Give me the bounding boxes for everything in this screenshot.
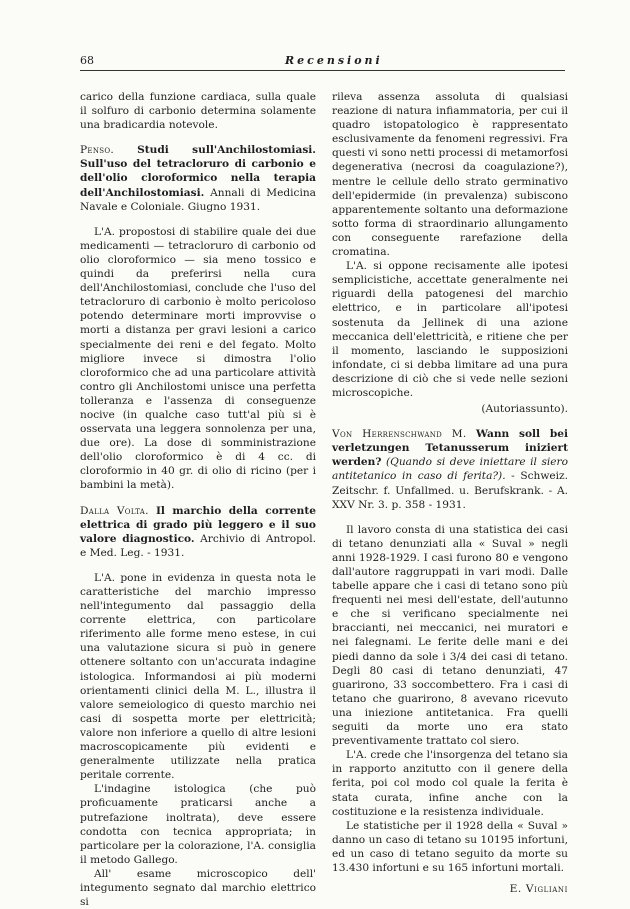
- continuation-text: rileva assenza assoluta di qualsiasi reazione di natura infiammatoria, per cui il quadro istopatologico è rappresentato esclusivamente da fenomeni regressivi. Fra questi vi sono netti processi di metamorfosi degenerativa (necrosi da coagulazione?), mentre le cellule dello strato germinativo dell'epidermide (in prevalenza) subiscono apparentemente soltanto una deformazione sotto forma di straordinario allungamento con conseguente rarefazione della cromatina.: [332, 91, 568, 259]
- review-title: Wann soll bei verletzungen Tetanusserum iniziert werden?: [332, 428, 568, 469]
- review-body-paragraph: All' esame microscopico dell' integumento segnato dal marchio elettrico si: [80, 867, 316, 909]
- autoriassunto-note: (Autoriassunto).: [481, 403, 568, 416]
- review-entry-penso: [80, 143, 316, 213]
- review-citation: - Schweiz. Zeitschr. f. Unfallmed. u. Berufskrank. - A. XXV Nr. 3. p. 358 - 1931.: [332, 470, 569, 511]
- review-body: L'A. propostosi di stabilire quale dei due medicamenti — tetracloruro di carbonio od olio cloroformico — sia meno tossico e quindi da preferirsi nella cura dell'Anchilostomiasi, conclude che l'uso del tetracloruro di carbonio è molto pericoloso potendo determinare morti improvvise o morti a distanza per gravi lesioni a carico specialmente dei reni e del fegato. Molto migliore invece si dimostra l'olio cloroformico che ad una particolare attività contro gli Anchilostomi unisce una perfetta tolleranza e l'assenza di conseguenze nocive (in qualche caso tutt'al più si è osservata una leggera sonnolenza per una, due ore). La dose di somministrazione dell'olio cloroformico è di 4 cc. di cloroformio in 40 gr. di olio di ricino (per i bambini la metà).: [80, 225, 316, 492]
- review-entry-dalla-volta: [80, 504, 316, 560]
- review-body-paragraph: L'A. si oppone recisamente alle ipotesi semplicistiche, accettate generalmente nei riguardi della patogenesi del marchio elettrico, e in particolare all'ipotesi sostenuta da Jellinek di una azione meccanica dell'elettricità, e ritiene che per il momento, lasciando le supposizioni infondate, ci si debba limitare ad una pura descrizione di ciò che si vede nelle sezioni microscopiche.: [332, 260, 568, 399]
- section-title: Recensioni: [285, 54, 383, 67]
- review-body-paragraph: L'indagine istologica (che può proficuamente praticarsi anche a putrefazione inoltrata), deve essere condotta con tecnica appropriata; in particolare per la colorazione, l'A. consiglia il metodo Gallego.: [80, 783, 316, 866]
- left-column: [80, 90, 316, 909]
- review-title: Studi sull'Anchilostomiasi. Sull'uso del tetracloruro di carbonio e dell'olio cloroformico nella terapia dell'Anchilostomiasi.: [80, 144, 317, 199]
- page-number: 68: [80, 54, 94, 67]
- review-author: Dalla Volta.: [80, 504, 149, 517]
- review-title: Il marchio della corrente elettrica di grado più leggero e il suo valore diagnostico.: [80, 504, 316, 545]
- journal-page: [80, 54, 569, 909]
- review-body-paragraph: L'A. crede che l'insorgenza del tetano sia in rapporto anzitutto con il genere della ferita, poi col modo col quale la ferita è stata curata, infine anche con la costituzione e la resistenza individuale.: [332, 749, 568, 818]
- reviewer-signature: E. Vigliani: [509, 883, 568, 896]
- review-body-paragraph: Il lavoro consta di una statistica dei casi di tetano denunziati alla « Suval » negli anni 1928-1929. I casi furono 80 e vengono dall'autore raggruppati in vari modi. Dalle tabelle appare che i casi di tetano sono più frequenti nei mesi dell'estate, dell'autunno e che si verificano specialmente nei braccianti, nei meccanici, nei muratori e nei falegnami. Le ferite delle mani e dei piedi danno da sole i 3/4 dei casi di tetano. Degli 80 casi di tetano denunziati, 47 guarirono, 33 soccombettero. Fra i casi di tetano che guarirono, 8 avevano ricevuto una iniezione antitetanica. Fra quelli seguiti da morte uno era stato preventivamente trattato col siero.: [332, 523, 568, 748]
- right-column: [332, 90, 568, 896]
- review-citation: Archivio di Antropol. e Med. Leg. - 1931.: [80, 532, 316, 559]
- running-head: [80, 54, 565, 68]
- review-citation: Annali di Medicina Navale e Coloniale. Giugno 1931.: [80, 186, 316, 213]
- review-author: Penso.: [80, 144, 115, 157]
- review-body-paragraph: Le statistiche per il 1928 della « Suval » danno un caso di tetano su 10195 infortuni, ed un caso di tetano seguito da morte su 13.430 infortuni e su 165 infortuni mortali.: [332, 819, 568, 874]
- review-body-paragraph: L'A. pone in evidenza in questa nota le caratteristiche del marchio impresso nell'integumento dal passaggio della corrente elettrica, con particolare riferimento alle forme meno estese, in cui una valutazione sicura si può in genere ottenere soltanto con un'accurata indagine istologica. Informandosi ai più moderni orientamenti clinici della M. L., illustra il valore semeiologico di questo marchio nei casi di sospetta morte per elettricità; valore non inferiore a quello di altre lesioni macroscopicamente più evidenti e generalmente utilizzate nella pratica peritale corrente.: [80, 571, 316, 782]
- continuation-text: carico della funzione cardiaca, sulla quale il solfuro di carbonio determina solamente una bradicardia notevole.: [80, 91, 316, 132]
- review-entry-herrenschwand: [332, 427, 568, 512]
- header-rule: [80, 70, 565, 71]
- review-author: Von Herrenschwand M.: [332, 428, 467, 441]
- review-title-translation: (Quando si deve iniettare il siero antitetanico in caso di ferita?).: [332, 456, 568, 483]
